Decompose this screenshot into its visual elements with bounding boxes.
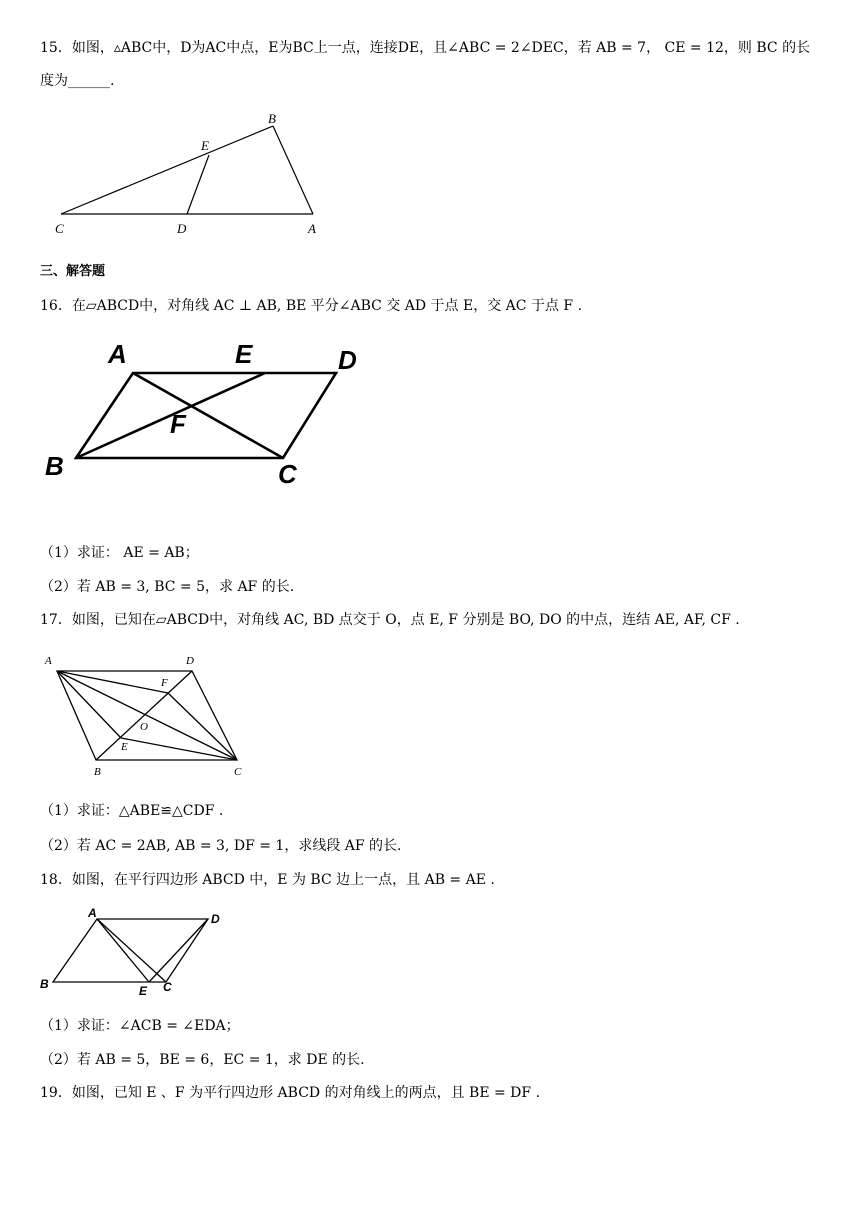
segment-ba (273, 126, 313, 214)
segment-de (187, 155, 209, 214)
q15-figure (40, 108, 340, 240)
label-c: C (55, 221, 64, 236)
label-b: B (40, 977, 49, 991)
label-o: O (140, 721, 148, 733)
label-b: B (94, 766, 101, 778)
segment-af (57, 671, 168, 693)
label-d: D (211, 912, 220, 926)
label-a: A (108, 339, 127, 369)
label-e: E (201, 138, 209, 153)
label-a: A (308, 221, 316, 236)
label-c: C (278, 459, 297, 489)
label-e: E (139, 984, 148, 998)
segment-ce (121, 738, 237, 760)
q16-figure (40, 333, 380, 493)
q16-stem: 16．在▱ABCD中，对角线 AC ⊥ AB, BE 平分∠ABC 交 AD 于点 E，交 AC 于点 F . (40, 298, 583, 314)
segment-de (149, 919, 208, 982)
label-b: B (268, 111, 276, 126)
q18-figure (40, 905, 240, 1005)
diagonal-ac (57, 671, 237, 760)
label-c: C (163, 980, 172, 994)
q18-stem: 18．如图，在平行四边形 ABCD 中，E 为 BC 边上一点，且 AB = AE . (40, 872, 495, 888)
q17-stem: 17．如图，已知在▱ABCD中，对角线 AC, BD 点交于 O，点 E, F 分别是 BO, DO 的中点，连结 AE, AF, CF . (40, 612, 740, 628)
label-e: E (121, 741, 128, 753)
label-a: A (45, 655, 52, 667)
q18-part1: （1）求证：∠ACB = ∠EDA； (40, 1018, 240, 1034)
segment-ae (57, 671, 121, 738)
parallelogram-abcd (53, 919, 208, 982)
segment-cf (168, 693, 237, 760)
label-d: D (338, 345, 357, 375)
diagonal-ac (97, 919, 166, 982)
label-e: E (235, 339, 253, 369)
q19-stem: 19．如图，已知 E 、F 为平行四边形 ABCD 的对角线上的两点，且 BE = DF . (40, 1085, 541, 1101)
q17-part2: （2）若 AC = 2AB, AB = 3, DF = 1，求线段 AF 的长. (40, 838, 402, 854)
label-b: B (45, 451, 64, 481)
q16-part2: （2）若 AB = 3, BC = 5，求 AF 的长. (40, 579, 295, 595)
label-d: D (186, 655, 194, 667)
segment-cb (61, 126, 273, 214)
segment-ae (97, 919, 149, 982)
q17-figure (40, 648, 260, 782)
label-f: F (170, 409, 186, 439)
diagonal-ac (133, 373, 283, 458)
label-d: D (177, 221, 187, 236)
q17-part1: （1）求证：△ABE≌△CDF . (40, 803, 224, 819)
q18-part2: （2）若 AB = 5，BE = 6，EC = 1，求 DE 的长. (40, 1052, 365, 1068)
q15-stem-line1: 15．如图，▵ABC中，D为AC中点，E为BC上一点，连接DE，且∠ABC = 2∠DEC，若 AB = 7， CE = 12，则 BC 的长 (40, 40, 811, 56)
q16-part1: （1）求证： AE = AB； (40, 545, 199, 561)
diagonal-bd (96, 671, 192, 760)
label-c: C (234, 766, 242, 778)
q15-stem-line2: 度为______. (40, 73, 115, 89)
label-a: A (88, 906, 97, 920)
label-f: F (161, 677, 168, 689)
section-title: 三、解答题 (40, 264, 106, 279)
